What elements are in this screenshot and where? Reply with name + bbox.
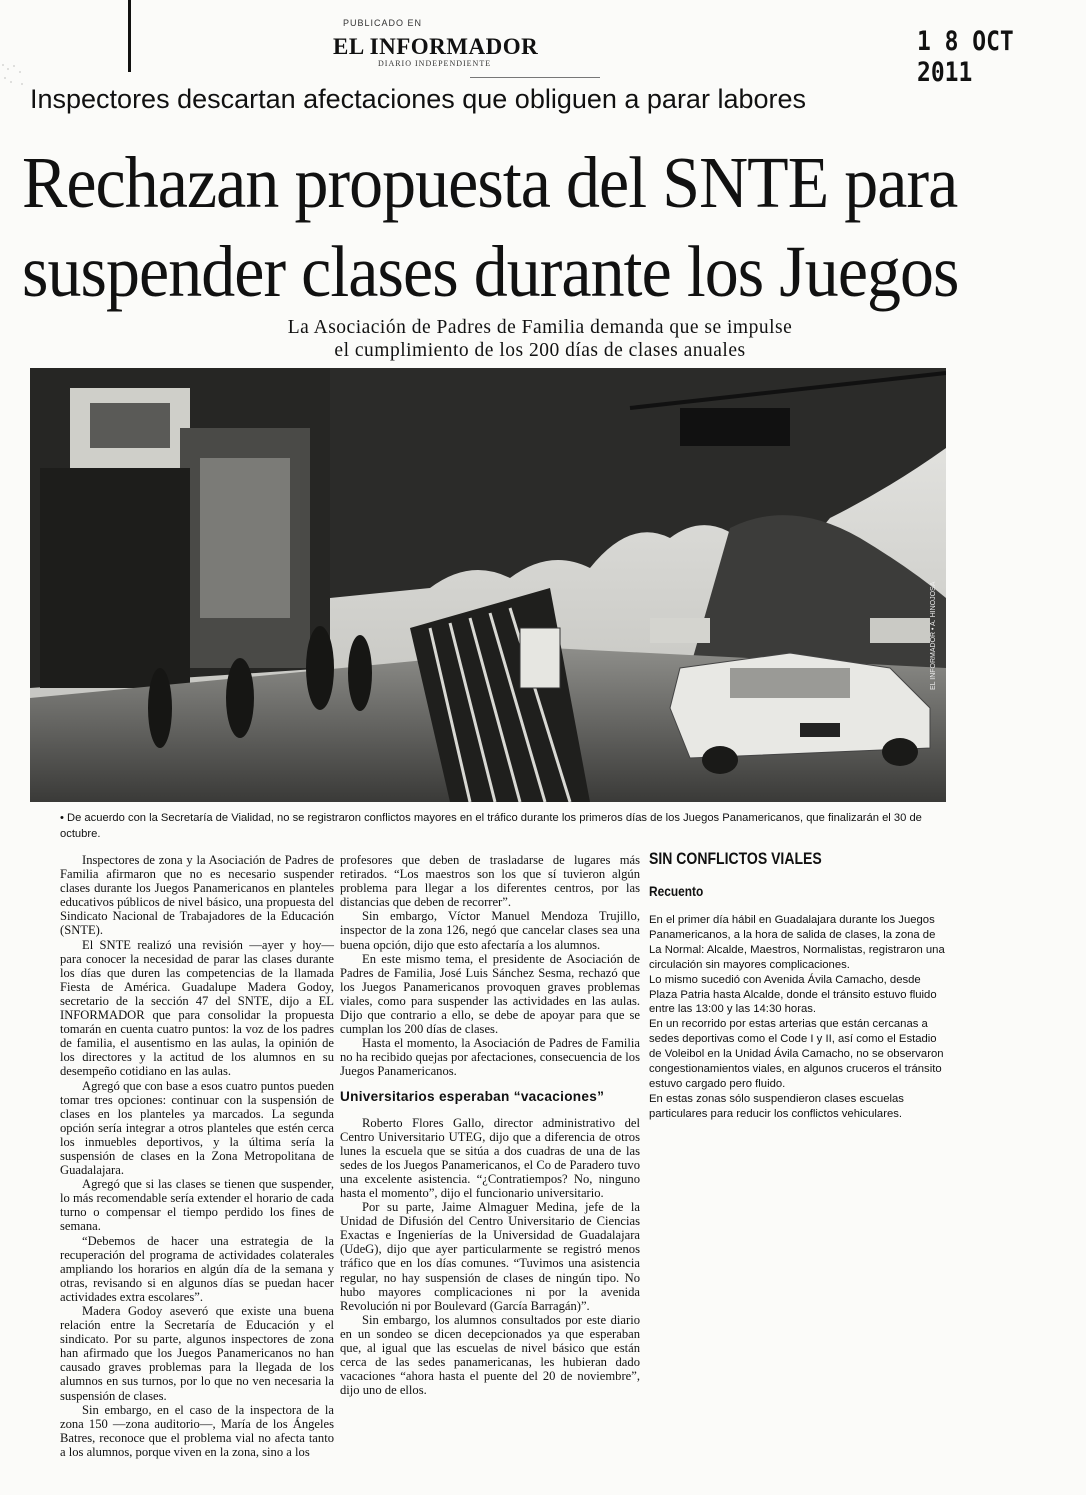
paragraph: Hasta el momento, la Asociación de Padres de Familia no ha recibido quejas por afectaciones, consecuencia de los Juegos Panamericanos. — [340, 1036, 640, 1079]
paragraph: En estas zonas sólo suspendieron clases escuelas particulares para reducir los conflictos vehiculares. — [649, 1092, 904, 1120]
scan-noise — [0, 60, 28, 90]
paragraph: “Debemos de hacer una estrategia de la recuperación del programa de actividades colaterales ampliando los horarios en algún día de la semana y otras, revisando si en algunos días se puedan hacer actividades extra escolares”. — [60, 1233, 334, 1304]
paragraph: Agregó que con base a esos cuatro puntos pueden tomar tres opciones: continuar con la suspensión de clases en los planteles ya marcados. La segunda opción sería integrar a otros planteles que estén cerca los inmuebles deportivos, y la última sería la suspensión de clases en la Zona Metropolitana de Guadalajara. — [60, 1078, 334, 1178]
paragraph: Madera Godoy aseveró que existe una buena relación entre la Secretaría de Educación y el sindicato. Por su parte, algunos inspectores de zona han afirmado que los Juegos Panamericanos no han causado graves problemas para la llegada de los alumnos en sus turnos, por lo que no ven necesaria la suspensión de clases. — [60, 1304, 334, 1403]
paragraph: Sin embargo, en el caso de la inspectora de la zona 150 —zona auditorio—, María de los Ángeles Batres, reconoce que el problema vial no afecta tanto a los alumnos, porque viven en la zona, sino a los — [60, 1402, 334, 1459]
paragraph: El SNTE realizó una revisión —ayer y hoy— para conocer la necesidad de parar las clases durante los días que duren las competencias de la llamada Fiesta de América. Guadalupe Madera Godoy, secretario de la sección 47 del SNTE, dijo a EL INFORMADOR que para consolidar la propuesta tomarán en cuenta cuatro puntos: la voz de los padres de familia, el ausentismo en las aulas, la opinión de los directores y la actitud de los alumnos en su desempeño cotidiano en las aulas. — [60, 937, 334, 1079]
sidebar-title: SIN CONFLICTOS VIALES — [649, 850, 822, 868]
paragraph: Sin embargo, Víctor Manuel Mendoza Trujillo, inspector de la zona 126, negó que cancelar clases sea una buena opción, dijo que esto afectaría a los alumnos. — [340, 909, 640, 952]
street-photo — [30, 368, 946, 802]
published-in-label: PUBLICADO EN — [343, 18, 423, 28]
photo-caption: • De acuerdo con la Secretaría de Vialidad, no se registraron conflictos mayores en el tráfico durante los primeros días de los Juegos Panamericanos, que finalizarán el 30 de octubre. — [60, 812, 922, 840]
paragraph: Agregó que si las clases se tienen que suspender, lo más recomendable sería extender el horario de cada turno o compensar el tiempo perdido los fines de semana. — [60, 1177, 334, 1234]
paragraph: profesores que deben de trasladarse de lugares más retirados. “Los maestros son los que sí tuvieron algún problema para llegar a los diferentes centros, por las distancias que deben de recorrer”. — [340, 853, 640, 910]
newspaper-name: EL INFORMADOR — [333, 34, 539, 59]
paragraph: En un recorrido por estas arterias que están cercanas a sedes deportivas como el Code I y II, así como el Estadio de Voleibol en la Unidad Ávila Camacho, no se observaron congestionamientos viales, en algunos cruceros el tránsito estuvo cargado pero fluido. — [649, 1018, 944, 1090]
article-subhead — [140, 316, 940, 362]
section-subtitle: Universitarios esperaban “vacaciones” — [340, 1088, 605, 1104]
paragraph: Roberto Flores Gallo, director administrativo del Centro Universitario UTEG, dijo que a diferencia de otros lunes la escuela que se sitúa a dos cuadras de una de las sedes de los Juegos Panamericanos, el Co de Paradero tuvo una excelente asistencia. “¿Contratiempos? No, ninguno hasta el momento”, dijo el funcionario universitario. — [340, 1115, 640, 1200]
paragraph: Sin embargo, los alumnos consultados por este diario en un sondeo se dicen decepcionados ya que esperaban que, al igual que las escuelas de nivel básico que están cerca de las sedes panamericanas, les hubieran dado vacaciones “ahora hasta el puente del 20 de noviembre”, dijo uno de ellos. — [340, 1312, 640, 1398]
sidebar-subtitle: Recuento — [649, 883, 704, 899]
headline-line-2: suspender clases durante los Juegos — [22, 231, 959, 312]
masthead-rule — [470, 77, 600, 78]
article-headline — [22, 138, 961, 316]
photo-credit: EL INFORMADOR • A. HINOJOSA — [930, 581, 937, 690]
headline-line-1: Rechazan propuesta del SNTE para — [22, 142, 958, 223]
paragraph: En el primer día hábil en Guadalajara durante los Juegos Panamericanos, a la hora de salida de clases, la zona de La Normal: Alcalde, Maestros, Normalistas, registraron una circulación sin mayores complicaciones. — [649, 914, 945, 971]
paragraph: Inspectores de zona y la Asociación de Padres de Familia afirmaron que no es necesario suspender clases durante los Juegos Panamericanos en planteles educativos públicos de nivel básico, una propuesta del Sindicato Nacional de Trabajadores de la Educación (SNTE). — [60, 853, 334, 938]
paragraph: En este mismo tema, el presidente de Asociación de Padres de Familia, José Luis Sánchez Sesma, rechazó que los Juegos Panamericanos provoquen graves problemas viales, como para suspender las actividades en las aulas. Dijo que contrario a ello, se debe de apoyar para que se cumplan los 200 días de clases. — [340, 951, 640, 1037]
sidebar-box — [649, 850, 947, 1122]
margin-rule — [128, 0, 131, 72]
subhead-line-2: el cumplimiento de los 200 días de clases anuales — [334, 340, 746, 361]
article-kicker: Inspectores descartan afectaciones que obliguen a parar labores — [30, 84, 806, 114]
subhead-line-1: La Asociación de Padres de Familia demanda que se impulse — [287, 317, 793, 338]
paragraph: Por su parte, Jaime Almaguer Medina, jefe de la Unidad de Difusión del Centro Universitario de Ciencias Exactas e Ingenierías de la Universidad de Guadalajara (UdeG), dijo que ayer particularmente se registró menos tráfico que en los días comunes. “Tuvimos una asistencia regular, no hay suspensión de clases de ningún tipo. No hubo mayores complicaciones ni por la avenida Revolución ni por Boulevard (García Barragán)”. — [340, 1200, 640, 1313]
date-stamp: 1 8 OCT 2011 — [917, 26, 1014, 88]
sidebar-text — [649, 913, 947, 1122]
paragraph: Lo mismo sucedió con Avenida Ávila Camacho, desde Plaza Patria hasta Alcalde, donde el tránsito estuvo fluido entre las 13:00 y las 14:30 horas. — [649, 973, 937, 1016]
newspaper-tagline: DIARIO INDEPENDIENTE — [378, 59, 492, 68]
body-column-2 — [340, 853, 640, 1397]
body-column-1 — [60, 853, 334, 1459]
